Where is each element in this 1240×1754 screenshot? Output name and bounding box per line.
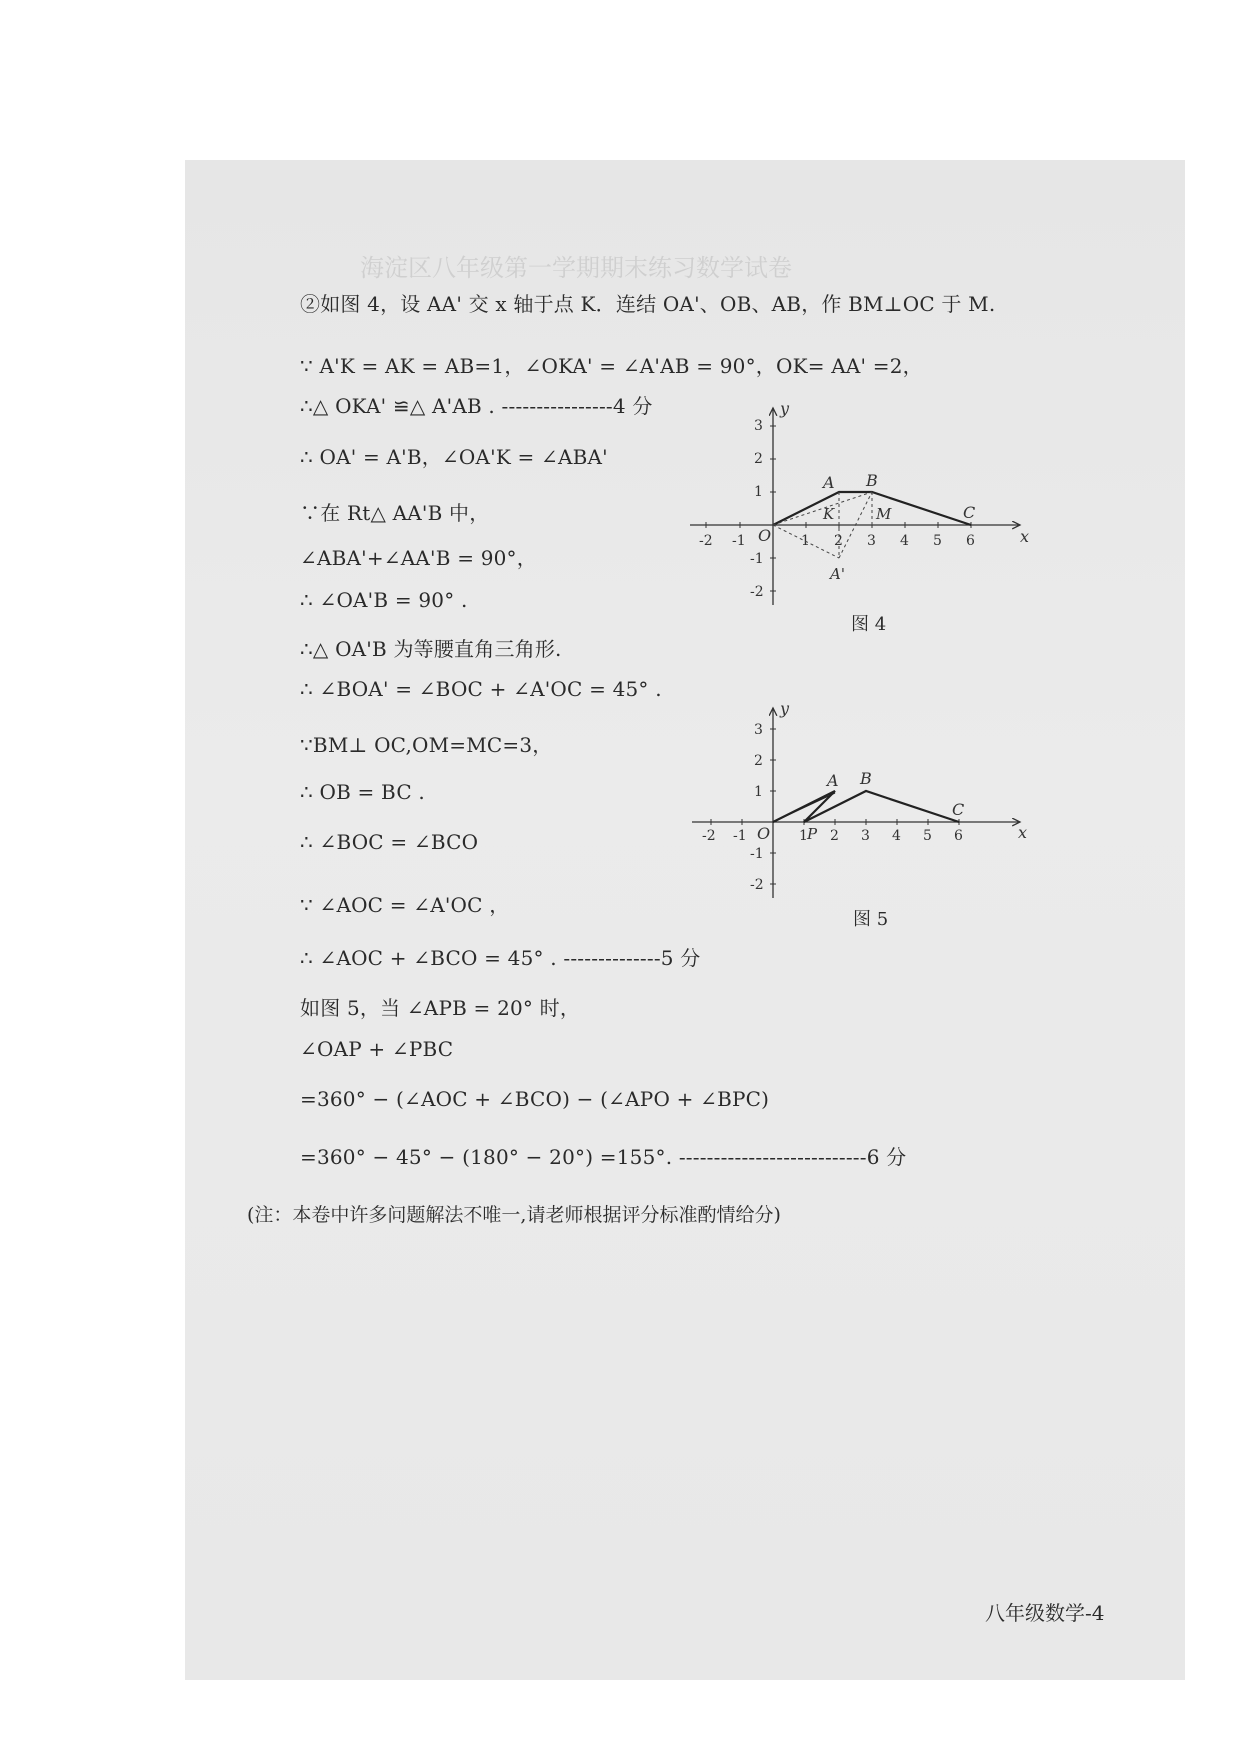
x-ticks xyxy=(699,533,975,549)
y-axis-label: y xyxy=(780,700,790,718)
svg-text:5: 5 xyxy=(933,533,942,549)
svg-text:5: 5 xyxy=(923,828,932,844)
point-label-A-prime: A' xyxy=(830,565,845,583)
page-footer: 八年级数学-4 xyxy=(985,1601,1105,1625)
svg-text:-1: -1 xyxy=(732,533,746,549)
point-label-M: M xyxy=(876,505,892,523)
point-label-O: O xyxy=(757,824,771,843)
solution-line-9: ∴ ∠BOA' = ∠BOC + ∠A'OC = 45° . xyxy=(300,677,662,701)
svg-text:2: 2 xyxy=(834,533,843,549)
svg-text:3: 3 xyxy=(754,722,763,738)
y-ticks xyxy=(750,722,764,893)
point-label-P: P xyxy=(807,825,818,843)
scanned-page xyxy=(185,160,1185,1680)
svg-text:-2: -2 xyxy=(702,828,716,844)
svg-text:2: 2 xyxy=(830,828,839,844)
svg-text:3: 3 xyxy=(861,828,870,844)
solution-line-3: ∴△ OKA' ≌△ A'AB . ----------------4 分 xyxy=(300,394,653,418)
svg-text:6: 6 xyxy=(954,828,963,844)
figure-4-caption: 图 4 xyxy=(851,614,887,635)
x-ticks xyxy=(702,828,963,844)
solution-line-11: ∴ OB = BC . xyxy=(300,780,425,804)
svg-text:2: 2 xyxy=(754,753,763,769)
grading-note: (注：本卷中许多问题解法不唯一,请老师根据评分标准酌情给分) xyxy=(247,1204,781,1226)
solution-line-17: =360° − (∠AOC + ∠BCO) − (∠APO + ∠BPC) xyxy=(300,1087,770,1111)
solution-line-15: 如图 5，当 ∠APB = 20° 时， xyxy=(300,996,581,1020)
figure-5 xyxy=(680,700,1040,910)
solution-line-4: ∴ OA' = A'B，∠OA'K = ∠ABA' xyxy=(300,445,608,469)
svg-text:-2: -2 xyxy=(699,533,713,549)
solution-line-6: ∠ABA'+∠AA'B = 90°， xyxy=(300,546,537,570)
solution-line-18: =360° − 45° − (180° − 20°) =155°. ---------------------------6 分 xyxy=(300,1145,907,1169)
svg-text:1: 1 xyxy=(754,484,763,500)
point-label-K: K xyxy=(823,505,835,523)
path-OABC xyxy=(773,492,971,525)
point-label-C: C xyxy=(952,800,965,819)
svg-text:4: 4 xyxy=(892,828,901,844)
point-label-O: O xyxy=(758,526,772,545)
solution-line-8: ∴△ OA'B 为等腰直角三角形. xyxy=(300,637,562,661)
solution-line-5: ∵在 Rt△ AA'B 中， xyxy=(300,501,490,525)
solution-line-14: ∴ ∠AOC + ∠BCO = 45° . --------------5 分 xyxy=(300,946,701,970)
svg-text:2: 2 xyxy=(754,451,763,467)
svg-text:-1: -1 xyxy=(750,551,764,567)
svg-text:-1: -1 xyxy=(750,846,764,862)
point-label-B: B xyxy=(866,471,878,490)
svg-text:4: 4 xyxy=(900,533,909,549)
point-label-B: B xyxy=(860,769,872,788)
path-OAPBC xyxy=(773,791,959,822)
y-ticks xyxy=(750,418,764,600)
figure-5-caption: 图 5 xyxy=(853,909,889,930)
solution-line-16: ∠OAP + ∠PBC xyxy=(300,1037,454,1061)
solution-line-10: ∵BM⊥ OC,OM=MC=3， xyxy=(300,733,553,757)
figure-4 xyxy=(680,400,1040,620)
svg-text:6: 6 xyxy=(966,533,975,549)
segment-OA-lower xyxy=(773,793,835,822)
solution-line-7: ∴ ∠OA'B = 90° . xyxy=(300,588,468,612)
x-axis-label: x xyxy=(1018,823,1028,842)
svg-text:1: 1 xyxy=(799,828,808,844)
solution-line-12: ∴ ∠BOC = ∠BCO xyxy=(300,830,479,854)
svg-text:3: 3 xyxy=(867,533,876,549)
point-label-A: A xyxy=(827,771,839,790)
svg-text:-2: -2 xyxy=(750,584,764,600)
svg-text:1: 1 xyxy=(754,784,763,800)
solution-line-1: ②如图 4，设 AA' 交 x 轴于点 K．连结 OA'、OB、AB，作 BM⊥OC 于 M. xyxy=(300,292,996,316)
x-axis-label: x xyxy=(1020,527,1030,546)
svg-text:-2: -2 xyxy=(750,877,764,893)
point-label-A: A xyxy=(823,473,835,492)
svg-text:3: 3 xyxy=(754,418,763,434)
svg-text:-1: -1 xyxy=(733,828,747,844)
solution-line-13: ∵ ∠AOC = ∠A'OC ， xyxy=(300,893,510,917)
solution-line-2: ∵ A'K = AK = AB=1，∠OKA' = ∠A'AB = 90°，OK= AA' =2， xyxy=(300,354,923,378)
bleed-through-text: 海淀区八年级第一学期期末练习数学试卷 xyxy=(360,254,792,282)
svg-text:1: 1 xyxy=(801,533,810,549)
point-label-C: C xyxy=(963,503,976,522)
y-axis-label: y xyxy=(780,400,790,418)
